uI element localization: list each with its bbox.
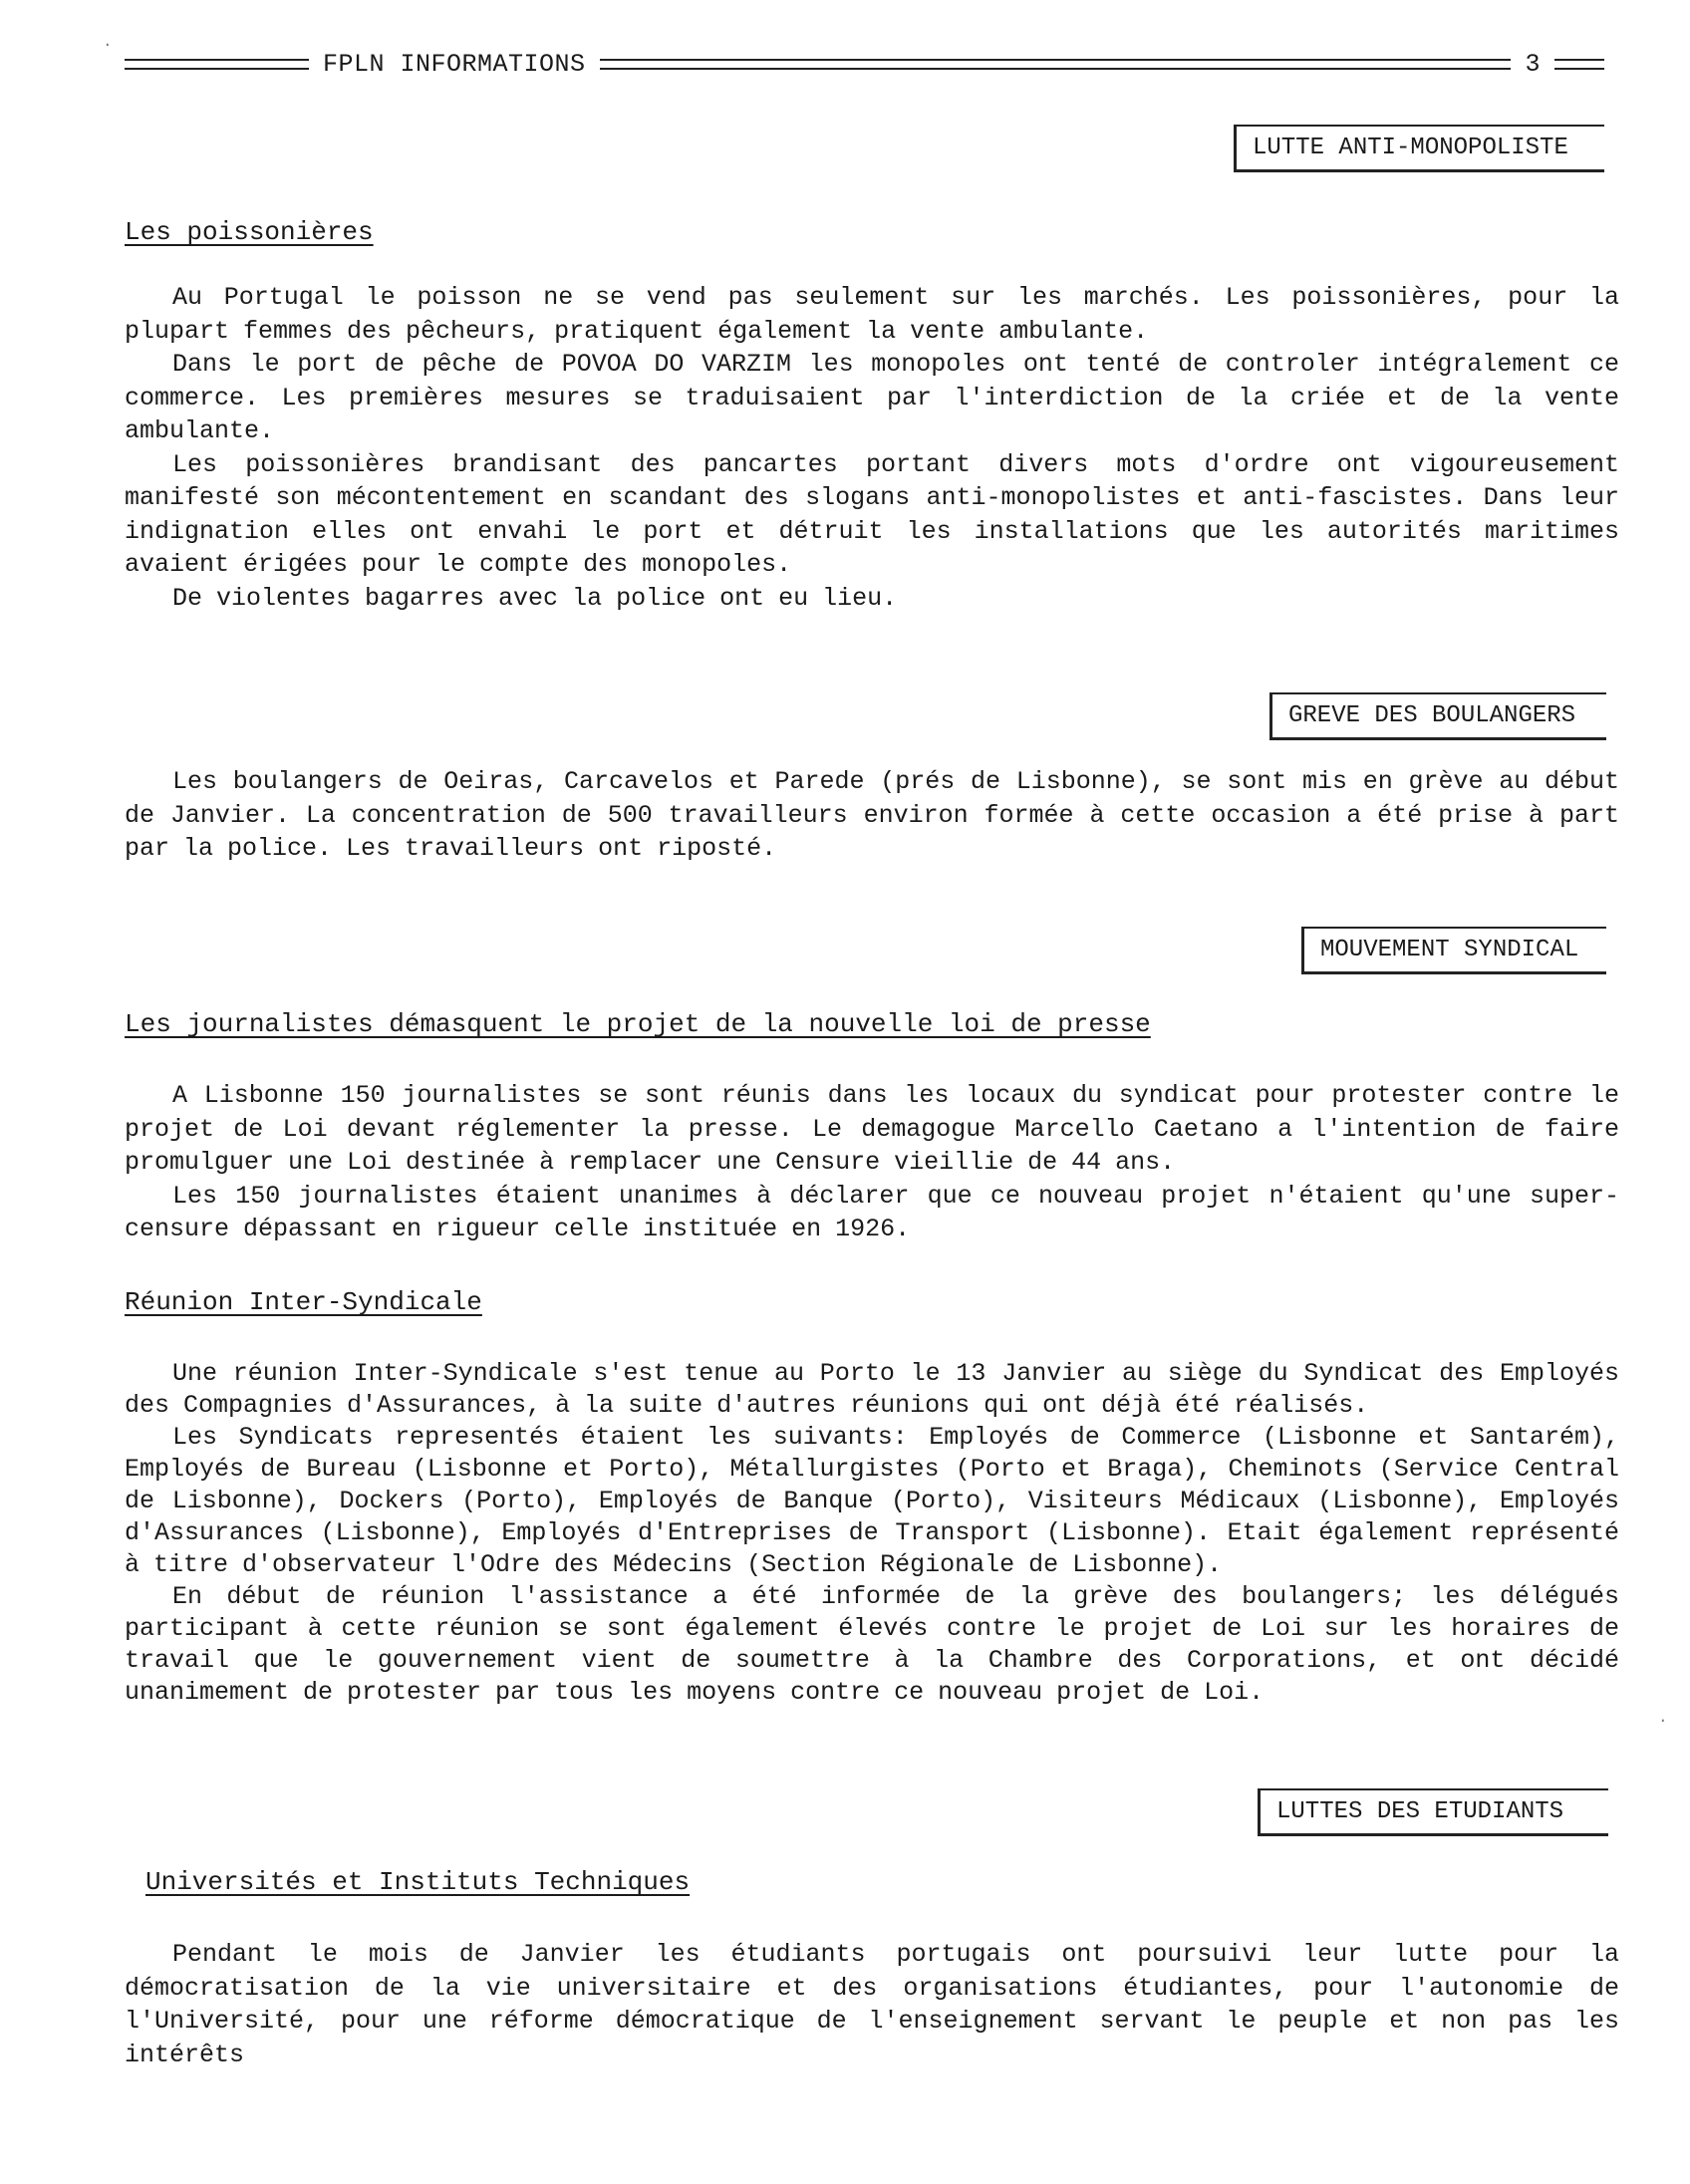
scan-speck: · bbox=[103, 36, 113, 54]
paragraph: Les Syndicats representés étaient les suivants: Employés de Commerce (Lisbonne et Santarém), Employés de Bureau (Lisbonne et Porto), Métallurgistes (Porto et Braga), Cheminots (Service Central de Lisbonne), Dockers (Porto), Employés de Banque (Porto), Visiteurs Médicaux (Lisbonne), Employés d'Assurances (Lisbonne), Employés d'Entreprises de Transport (Lisbonne). Etait également représenté à titre d'observateur l'Odre des Médecins (Section Régionale de Lisbonne). bbox=[125, 1423, 1619, 1579]
paragraph: Une réunion Inter-Syndicale s'est tenue au Porto le 13 Janvier au siège du Syndicat des Employés des Compagnies d'Assurances, à la suite d'autres réunions qui ont déjà été réalisés. bbox=[125, 1359, 1619, 1420]
paragraph: Au Portugal le poisson ne se vend pas seulement sur les marchés. Les poissonières, pour la plupart femmes des pêcheurs, pratiquent également la vente ambulante. bbox=[125, 283, 1619, 346]
section-label-luttes-etudiants: LUTTES DES ETUDIANTS bbox=[1258, 1788, 1608, 1836]
paragraph: A Lisbonne 150 journalistes se sont réunis dans les locaux du syndicat pour protester contre le projet de Loi devant réglementer la presse. Le demagogue Marcello Caetano a l'intention de faire promulguer une Loi destinée à remplacer une Censure vieillie de 44 ans. bbox=[125, 1081, 1619, 1177]
heading-poissonieres: Les poissonières bbox=[125, 217, 374, 247]
section-label-mouvement-syndical: MOUVEMENT SYNDICAL bbox=[1301, 927, 1606, 974]
page-number: 3 bbox=[1525, 50, 1541, 79]
paragraph: Dans le port de pêche de POVOA DO VARZIM les monopoles ont tenté de controler intégralement ce commerce. Les premières mesures se traduisaient par l'interdiction de la criée et de la vente ambulante. bbox=[125, 350, 1619, 445]
paragraph: De violentes bagarres avec la police ont eu lieu. bbox=[172, 583, 898, 613]
header-rule-middle bbox=[600, 59, 1512, 70]
article-universites bbox=[125, 1938, 1619, 2071]
header-rule-right bbox=[1554, 59, 1604, 70]
heading-universites: Universités et Instituts Techniques bbox=[145, 1867, 691, 1897]
paragraph: En début de réunion l'assistance a été informée de la grève des boulangers; les délégués participant à cette réunion se sont également élevés contre le projet de Loi sur les horaires de travail que le gouvernement vient de soumettre à la Chambre des Corporations, et ont décidé unanimement de protester par tous les moyens contre ce nouveau projet de Loi. bbox=[125, 1582, 1619, 1707]
heading-reunion-inter-syndicale: Réunion Inter-Syndicale bbox=[125, 1287, 482, 1317]
article-boulangers bbox=[125, 765, 1619, 866]
publication-title: FPLN INFORMATIONS bbox=[323, 50, 586, 79]
paragraph: Les poissonières brandisant des pancartes portant divers mots d'ordre ont vigoureusement manifesté son mécontentement en scandant des slogans anti-monopolistes et anti-fascistes. Dans leur indignation elles ont envahi le port et détruit les installations que les autorités maritimes avaient érigées pour le compte des monopoles. bbox=[125, 449, 1619, 579]
article-journalistes bbox=[125, 1079, 1619, 1246]
header-rule-left bbox=[125, 59, 309, 70]
paragraph: Les 150 journalistes étaient unanimes à déclarer que ce nouveau projet n'étaient qu'une super-censure dépassant en rigueur celle instituée en 1926. bbox=[125, 1181, 1619, 1243]
running-header bbox=[125, 50, 1604, 79]
paragraph: Pendant le mois de Janvier les étudiants portugais ont poursuivi leur lutte pour la démocratisation de la vie universitaire et des organisations étudiantes, pour l'autonomie de l'Université, pour une réforme démocratique de l'enseignement servant le peuple et non pas les intérêts bbox=[125, 1940, 1619, 2069]
article-poissonieres bbox=[125, 281, 1619, 615]
heading-journalistes: Les journalistes démasquent le projet de la nouvelle loi de presse bbox=[125, 1009, 1151, 1039]
section-label-anti-monopoliste: LUTTE ANTI-MONOPOLISTE bbox=[1234, 125, 1604, 172]
article-reunion-inter-syndicale bbox=[125, 1358, 1619, 1709]
paragraph: Les boulangers de Oeiras, Carcavelos et Parede (prés de Lisbonne), se sont mis en grève au début de Janvier. La concentration de 500 travailleurs environ formée à cette occasion a été prise à part par la police. Les travailleurs ont riposté. bbox=[125, 767, 1619, 863]
section-label-greve-boulangers: GREVE DES BOULANGERS bbox=[1269, 692, 1606, 740]
scan-speck: · bbox=[1658, 1712, 1668, 1730]
